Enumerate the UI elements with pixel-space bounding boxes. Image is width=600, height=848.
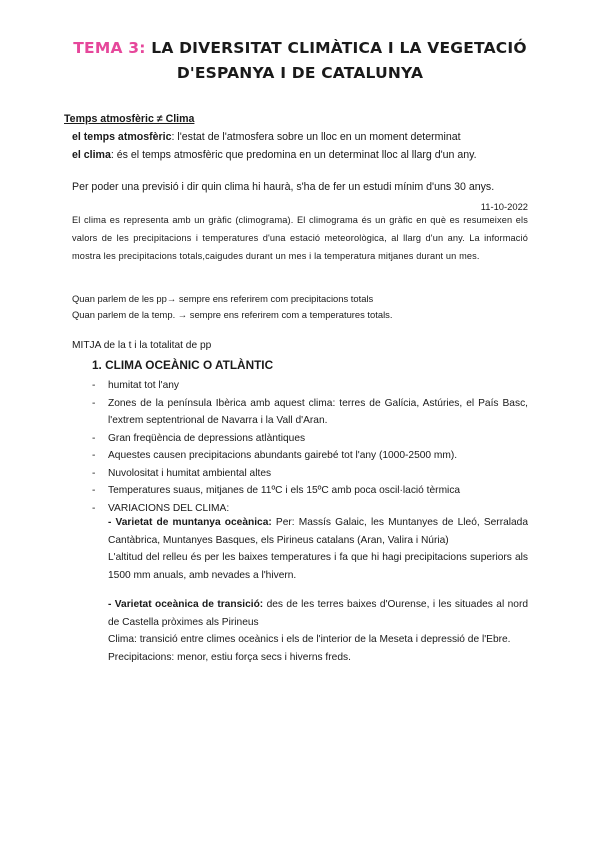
variety-mountain-detail: L'altitud del relleu és per les baixes temperatures i fa que hi hagi precipitacions superiors als 1500 mm anuals, amb nevades a l'hivern. [108,552,528,581]
clima-label: el clima [72,149,111,161]
list-item: - Temperatures suaus, mitjanes de 11ºC i els 15ºC amb poca oscil·lació tèrmica [92,482,528,500]
climogram-paragraph: El clima es representa amb un gràfic (climograma). El climograma és un gràfic en què es resumeixen els valors de les precipitacions i temperatures d'una estació meteorològica, al llarg d'un any. La informació mostra les precipitacions totals,caigudes durant un mes i la temperatura mitjanes durant un mes. [72,215,528,261]
definition-temps [72,131,461,143]
title-accent: TEMA 3: [73,39,146,57]
list-item: - Nuvolositat i humitat ambiental altes [92,465,528,483]
variety-transition-label: - Varietat oceànica de transició: [108,599,264,610]
climate-characteristics-list [92,377,528,517]
section-1-title: 1. CLIMA OCEÀNIC O ATLÀNTIC [92,358,274,372]
temps-label: el temps atmosfèric [72,131,172,143]
variety-transition-text: des de les terres baixes d'Ourense, i les situades al nord de Castella pròximes als Pirineus [108,599,529,628]
list-item: - Zones de la península Ibèrica amb aquest clima: terres de Galícia, Astúries, el País Basc, l'extrem septentrional de Navarra i la Vall d'Aran. [92,395,528,430]
pp-note: Quan parlem de les pp→ sempre ens referirem com precipitacions totals [72,293,374,304]
page-title [60,36,540,86]
date-stamp: 11-10-2022 [480,201,528,212]
variety-transition-pp: Precipitacions: menor, estiu força secs i hiverns freds. [108,651,351,663]
variety-transition [108,596,528,666]
clima-text: : és el temps atmosfèric que predomina en un determinat lloc al llarg d'un any. [110,149,477,161]
temps-text: : l'estat de l'atmosfera sobre un lloc en un moment determinat [171,131,461,143]
study-note: Per poder una previsió i dir quin clima hi haurà, s'ha de fer un estudi mínim d'uns 30 anys. [72,181,495,193]
variety-transition-clima: Clima: transició entre climes oceànics i els de l'interior de la Meseta i depressió de l'Ebre. [108,634,511,645]
temp-note: Quan parlem de la temp. → sempre ens referirem com a temperatures totals. [72,309,393,320]
definition-clima [72,149,477,161]
variety-mountain [108,514,528,584]
list-item: - Gran freqüència de depressions atlàntiques [92,430,528,448]
variety-mountain-label: - Varietat de muntanya oceànica: [108,517,272,528]
list-item: - humitat tot l'any [92,377,528,395]
variety-mountain-text: Per: Massís Galaic, les Muntanyes de Lleó, Serralada Cantàbrica, Muntanyes Basques, els Pirineus catalans (Aran, Valira i Núria) [108,517,529,546]
list-item: - VARIACIONS DEL CLIMA: [92,500,528,518]
section-heading: Temps atmosfèric ≠ Clima [64,113,195,125]
title-text: LA DIVERSITAT CLIMÀTICA I LA VEGETACIÓ D'ESPANYA I DE CATALUNYA [145,39,527,82]
mitja-note: MITJA de la t i la totalitat de pp [72,340,212,351]
list-item: - Aquestes causen precipitacions abundants gairebé tot l'any (1000-2500 mm). [92,447,528,465]
